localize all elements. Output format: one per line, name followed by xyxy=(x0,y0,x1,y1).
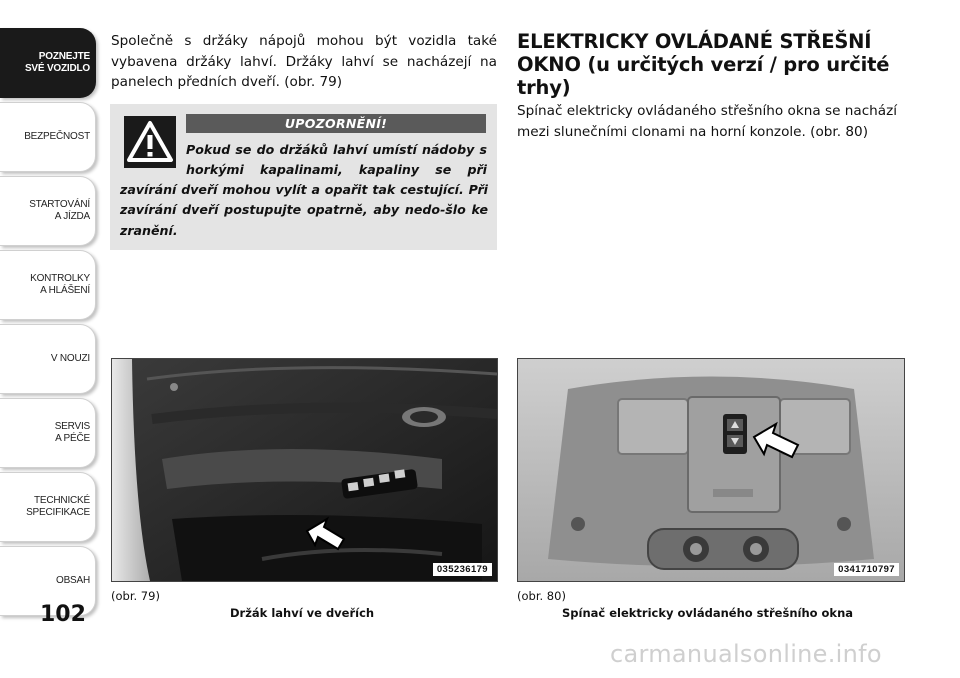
sunroof-paragraph: Spínač elektricky ovládaného střešního okna se nachází mezi slunečními clonami na horní konzole. (obr. 80) xyxy=(517,103,898,140)
tab-label: STARTOVÁNÍ A JÍZDA xyxy=(29,199,90,222)
figure-number: (obr. 80) xyxy=(517,589,566,603)
warning-box xyxy=(110,104,497,250)
tab-poznejte-sve-vozidlo[interactable] xyxy=(0,28,96,98)
warning-title: UPOZORNĚNÍ! xyxy=(186,114,486,133)
figure-door-bottle-holder xyxy=(111,358,498,582)
tab-startovani-a-jizda[interactable] xyxy=(0,176,96,246)
tab-label: POZNEJTE SVÉ VOZIDLO xyxy=(24,51,90,74)
page-number: 102 xyxy=(40,602,86,627)
tab-technicke-specifikace[interactable] xyxy=(0,472,96,542)
warning-text-bottom: zavírání dveří mohou vylít a opařit tak cestující. Při zavírání dveří postupujte opatrně, aby nedo-šlo ke zranění. xyxy=(120,182,488,238)
tab-label: SERVIS A PÉČE xyxy=(54,421,90,444)
section-heading: ELEKTRICKY OVLÁDANÉ STŘEŠNÍ OKNO (u určitých verzí / pro určité trhy) xyxy=(517,30,890,99)
tab-label: KONTROLKY A HLÁŠENÍ xyxy=(30,273,90,296)
tab-kontrolky-a-hlaseni[interactable] xyxy=(0,250,96,320)
tab-bezpecnost[interactable] xyxy=(0,102,96,172)
figure-caption: Držák lahví ve dveřích xyxy=(230,606,375,620)
tab-servis-a-pece[interactable] xyxy=(0,398,96,468)
warning-triangle-icon xyxy=(124,116,176,168)
figure-number: (obr. 79) xyxy=(111,589,160,603)
overhead-console-illustration xyxy=(518,359,904,581)
figure-sunroof-switch xyxy=(517,358,905,582)
tab-label: V NOUZI xyxy=(50,353,90,364)
tab-v-nouzi[interactable] xyxy=(0,324,96,394)
tab-label: OBSAH xyxy=(55,575,90,586)
tab-label: TECHNICKÉ SPECIFIKACE xyxy=(26,495,90,518)
figure-code: 035236179 xyxy=(433,563,492,576)
warning-text-top: Pokud se do držáků lahví umístí nádoby s horkými kapalinami, kapaliny se při xyxy=(186,142,487,178)
tab-label: BEZPEČNOST xyxy=(24,131,90,142)
door-panel-illustration xyxy=(112,359,497,581)
bottle-holder-paragraph: Společně s držáky nápojů mohou být vozidla také vybavena držáky lahví. Držáky lahví se nacházejí na panelech předních dveří. (obr. 79) xyxy=(111,33,497,90)
figure-code: 0341710797 xyxy=(834,563,899,576)
figure-caption: Spínač elektricky ovládaného střešního okna xyxy=(562,606,854,620)
watermark: carmanualsonline.info xyxy=(610,640,882,668)
